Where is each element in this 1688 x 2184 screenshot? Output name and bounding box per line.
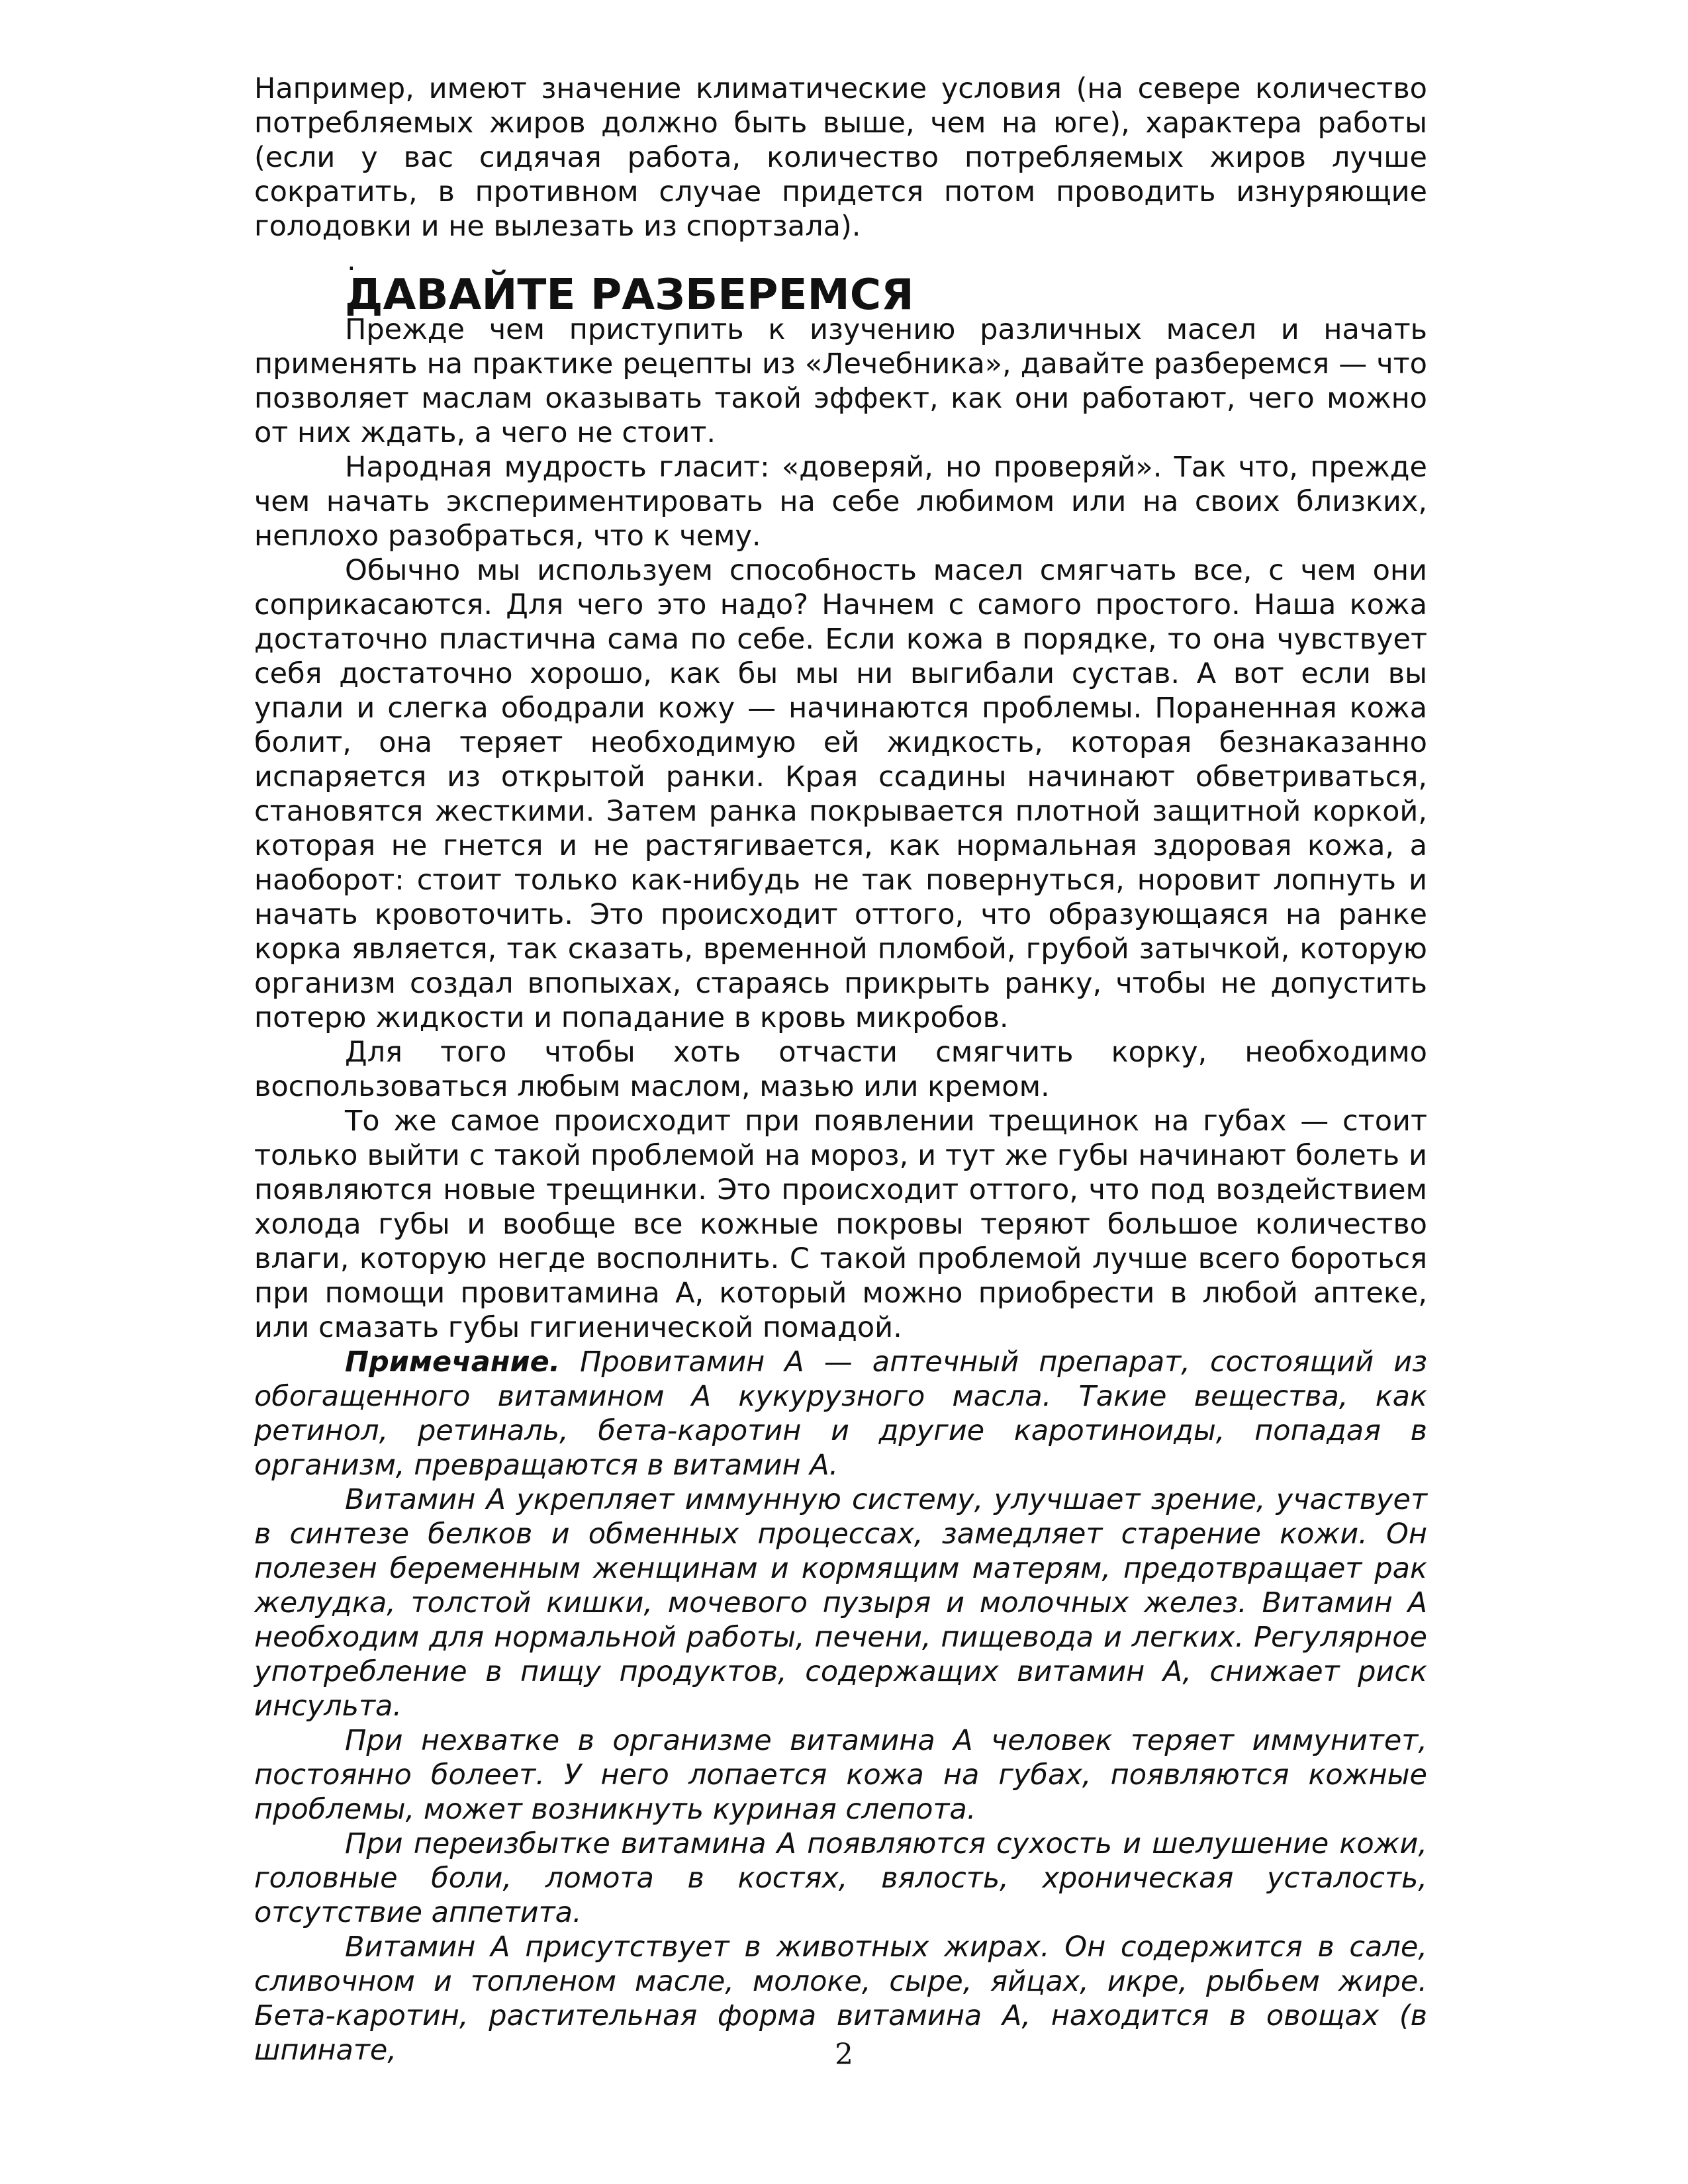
body-paragraph: Прежде чем приступить к изучению различных масел и начать применять на практике рецепты из «Лечебника», давайте разберемся — что позволяет маслам оказывать такой эффект, как они работают, чего можно от них ждать, а чего не стоит. xyxy=(254,313,1427,449)
italic-paragraph: При нехватке в организме витамина А человек теряет иммунитет, постоянно болеет. У него лопается кожа на губах, появляются кожные проблемы, может возникнуть куриная слепота. xyxy=(254,1724,1427,1826)
body-paragraph: Народная мудрость гласит: «доверяй, но проверяй». Так что, прежде чем начать экспериментировать на себе любимом или на своих близких, неплохо разобраться, что к чему. xyxy=(254,451,1427,553)
document-page xyxy=(254,71,1427,2068)
italic-paragraph: Витамин А укрепляет иммунную систему, улучшает зрение, участвует в синтезе белков и обменных процессах, замедляет старение кожи. Он полезен беременным женщинам и кормящим матерям, предотвращает рак желудка, толстой кишки, мочевого пузыря и молочных желез. Витамин А необходим для нормальной работы, печени, пищевода и легких. Регулярное употребление в пищу продуктов, содержащих витамин А, снижает риск инсульта. xyxy=(254,1483,1427,1723)
separator-dot: . xyxy=(347,244,356,277)
note-label: Примечание. xyxy=(345,1345,561,1379)
note-text: Провитамин А — аптечный препарат, состоящий из обогащенного витамином А кукурузного масла. Такие вещества, как ретинол, ретиналь, бета-каротин и другие каротиноиды, попадая в организм, превращаются в витамин А. xyxy=(254,1345,1427,1482)
note-paragraph xyxy=(254,1345,1427,1482)
italic-paragraph: Витамин А присутствует в животных жирах. Он содержится в сале, сливочном и топленом масле, молоке, сыре, яйцах, икре, рыбьем жире. Бета-каротин, растительная форма витамина А, находится в овощах (в шпинате, xyxy=(254,1931,1427,2067)
intro-paragraph: Например, имеют значение климатические условия (на севере количество потребляемых жиров должно быть выше, чем на юге), характера работы (если у вас сидячая работа, количество потребляемых жиров лучше сократить, в противном случае придется потом проводить изнуряющие голодовки и не вылезать из спортзала). xyxy=(254,72,1427,243)
page-number: 2 xyxy=(835,2038,853,2071)
italic-paragraph: При переизбытке витамина А появляются сухость и шелушение кожи, головные боли, ломота в костях, вялость, хроническая усталость, отсутствие аппетита. xyxy=(254,1827,1427,1929)
body-paragraph: Для того чтобы хоть отчасти смягчить корку, необходимо воспользоваться любым маслом, мазью или кремом. xyxy=(254,1036,1427,1103)
body-paragraph: То же самое происходит при появлении трещинок на губах — стоит только выйти с такой проблемой на мороз, и тут же губы начинают болеть и появляются новые трещинки. Это происходит оттого, что под воздействием холода губы и вообще все кожные покровы теряют большое количество влаги, которую негде восполнить. С такой проблемой лучше всего бороться при помощи провитамина А, который можно приобрести в любой аптеке, или смазать губы гигиенической помадой. xyxy=(254,1105,1427,1344)
section-heading: ДАВАЙТЕ РАЗБЕРЕМСЯ xyxy=(345,270,914,320)
body-paragraph: Обычно мы используем способность масел смягчать все, с чем они соприкасаются. Для чего это надо? Начнем с самого простого. Наша кожа достаточно пластична сама по себе. Если кожа в порядке, то она чувствует себя достаточно хорошо, как бы мы ни выгибали сустав. А вот если вы упали и слегка ободрали кожу — начинаются проблемы. Пораненная кожа болит, она теряет необходимую ей жидкость, которая безнаказанно испаряется из открытой ранки. Края ссадины начинают обветриваться, становятся жесткими. Затем ранка покрывается плотной защитной коркой, которая не гнется и не растягивается, как нормальная здоровая кожа, а наоборот: стоит только как-нибудь не так повернуться, норовит лопнуть и начать кровоточить. Это происходит оттого, что образующаяся на ранке корка является, так сказать, временной пломбой, грубой затычкой, которую организм создал впопыхах, стараясь прикрыть ранку, чтобы не допустить потерю жидкости и попадание в кровь микробов. xyxy=(254,554,1427,1034)
